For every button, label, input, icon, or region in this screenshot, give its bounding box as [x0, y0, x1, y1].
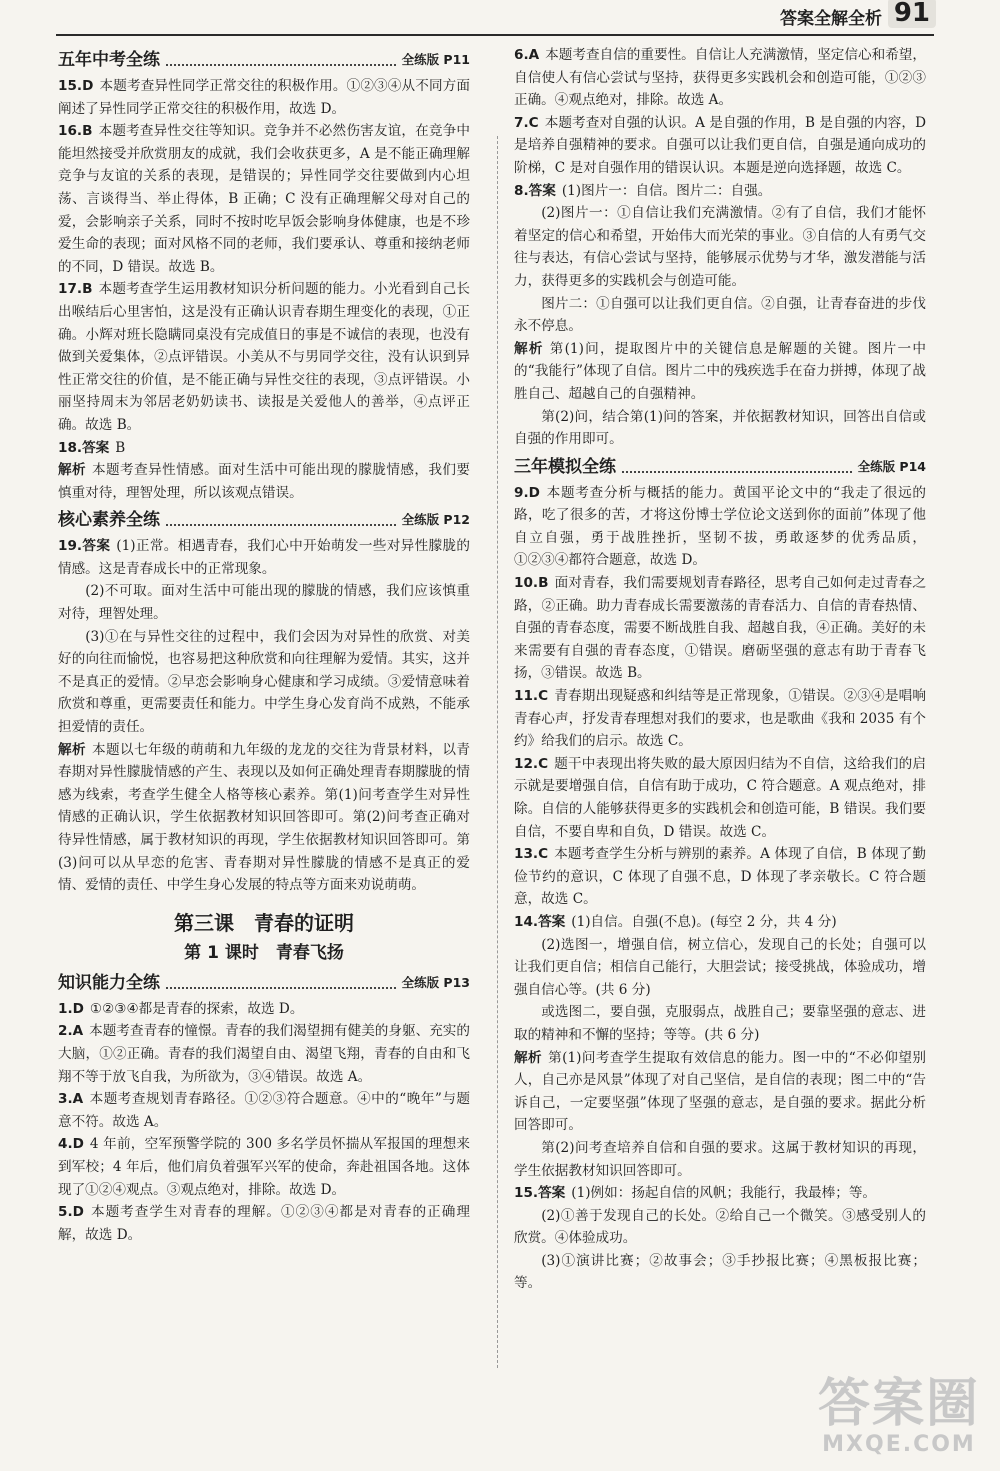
answer-item: [514, 911, 926, 934]
analysis-label: 解析: [514, 340, 544, 357]
answer-item: [514, 685, 926, 753]
item-number: 5.D: [58, 1204, 84, 1221]
analysis-text: 第(1)问，提取图片中的关键信息是解题的关键。图片一中的“我能行”体现了自信。图片二中的残疾选手在奋力拼搏，体现了战胜自己、超越自己的自强精神。: [514, 340, 926, 402]
item-number: 7.C: [514, 114, 539, 131]
header-rule: [56, 34, 934, 36]
answer-paragraph: 图片二：①自强可以让我们更自信。②自强，让青春奋进的步伐永不停息。: [514, 295, 926, 335]
item-text: 本题考查规划青春路径。①②③符合题意。④中的“晚年”与题意不符。故选 A。: [58, 1091, 470, 1130]
page-header: [0, 0, 1000, 38]
item-text: 面对青春，我们需要规划青春路径，思考自己如何走过青春之路，②正确。助力青春成长需要激荡的青春活力、自信的青春热情、自强的青春态度，需要不断战胜自我、超越自我，④正确。美好的未来需要有自强的青春态度，①错误。磨砺坚强的意志有助于青春飞扬，③错误。故选 B。: [514, 575, 926, 682]
item-text: 本题考查异性同学正常交往的积极作用。①②③④从不同方面阐述了异性同学正常交往的积极作用，故选 D。: [58, 78, 470, 117]
answer-item: [58, 535, 470, 580]
analysis-text: 本题以七年级的萌萌和九年级的龙龙的交往为背景材料，以青春期对异性朦胧情感的产生、表现以及如何正确处理青春期朦胧的情感为线索，考查学生健全人格等核心素养。第(1)问考查学生对异性情感的正确认识，学生依据教材知识回答即可。第(2)问考查正确对待异性情感，属于教材知识的再现，学生依据教材知识回答即可。第(3)问可以从早恋的危害、青春期对异性朦胧的情感不是真正的爱情、爱情的责任、中学生身心发展的特点等方面来劝说萌萌。: [58, 741, 471, 894]
answer-paragraph: (2)不可取。面对生活中可能出现的朦胧的情感，我们应该慎重对待，理智处理。: [58, 583, 470, 623]
site-watermark: [818, 1376, 980, 1457]
analysis-label: 解析: [58, 462, 87, 479]
analysis-item: [58, 459, 470, 504]
item-text: ①②③④都是青春的探索，故选 D。: [89, 1000, 304, 1017]
watermark-url: MXQE.COM: [822, 1432, 976, 1457]
answer-item: [58, 1201, 470, 1246]
analysis-paragraph: 第(2)问，结合第(1)问的答案，并依据教材知识，回答出自信或自强的作用即可。: [514, 408, 926, 448]
item-number: 9.D: [514, 484, 540, 501]
lesson-title: 第三课 青春的证明: [174, 910, 354, 935]
analysis-item: [58, 739, 470, 897]
item-text: 题干中表现出将失败的最大原因归结为不自信，这给我们的启示就是要增强自信，自信有助于成功，C 符合题意。A 观点绝对，排除。自信的人能够获得更多的实践机会和创造可能，B 错误。我们要自信，不要自卑和自负，D 错误。故选 C。: [514, 755, 926, 840]
item-text: 本题考查青春的憧憬。青春的我们渴望拥有健美的身躯、充实的大脑，①②正确。青春的我们渴望自由、渴望飞翔，青春的自由和飞翔不等于放飞自我，为所欲为，③④错误。故选 A。: [58, 1023, 470, 1085]
answer-paragraph: 或选图二，要自强，克服弱点，战胜自己；要靠坚强的意志、进取的精神和不懈的坚持；等等。(共 6 分): [514, 1004, 926, 1043]
left-column: [58, 44, 470, 1246]
item-number: 10.B: [514, 575, 549, 592]
header-title: 答案全解全析: [780, 9, 882, 29]
section-ref: 全练版 P13: [401, 974, 470, 990]
answer-item: [58, 1133, 470, 1201]
answer-paragraph: (2)选图一，增强自信，树立信心，发现自己的长处；自强可以让我们更自信；相信自己能行，大胆尝试；接受挑战，体验成功，增强自信心等。(共 6 分): [514, 936, 926, 998]
item-text: (1)图片一：自信。图片二：自强。: [561, 182, 772, 199]
item-text: 本题考查异性交往等知识。竞争并不必然伤害友谊，在竞争中能坦然接受并欣赏朋友的成就，我们会收获更多，A 是不能正确理解竞争与友谊的关系的表现，是错误的；异性同学交往要做到内心坦荡、言谈得当、举止得体，B 正确；C 没有正确理解父母对自己的爱，会影响亲子关系，同时不按时吃早饭会影响身体健康，也是不珍爱生命的表现；面对风格不同的老师，我们要承认、尊重和接纳老师的不同，D 错误。故选 B。: [58, 123, 470, 275]
item-number: 17.B: [58, 281, 93, 298]
answer-paragraph: (2)①善于发现自己的长处。②给自己一个微笑。③感受别人的欣赏。④体验成功。: [514, 1207, 926, 1247]
watermark-logo-text: 答案圈: [817, 1374, 980, 1434]
answer-item: [514, 482, 926, 572]
answer-item: [58, 998, 470, 1021]
section-header: [58, 48, 470, 72]
answer-item: [58, 75, 470, 120]
item-number: 1.D: [58, 1000, 84, 1017]
answer-paragraph: (2)图片一：①自信让我们充满激情。②有了自信，我们才能怀着坚定的信心和希望，开始伟大而光荣的事业。③自信的人有勇气交往与表达，有信心尝试与坚持，能够展示优势与才华，激发潜能与活力，获得更多的实践机会与创造可能。: [514, 205, 926, 289]
answer-item: [514, 753, 926, 843]
answer-item: [514, 44, 926, 112]
answer-paragraph: (3)①演讲比赛；②故事会；③手抄报比赛；④黑板报比赛；等。: [514, 1252, 926, 1292]
analysis-item: [514, 338, 926, 406]
item-text: 4 年前，空军预警学院的 300 多名学员怀揣从军报国的理想来到军校；4 年后，他们肩负着强军兴军的使命，奔赴祖国各地。这体现了①②④观点。③观点绝对，排除。故选 D。: [58, 1136, 470, 1198]
answer-item: [58, 1020, 470, 1088]
section-title: 核心素养全练: [58, 510, 160, 531]
section-ref: 全练版 P12: [401, 512, 470, 528]
section-header: [58, 971, 470, 995]
item-text: (1)正常。相遇青春，我们心中开始萌发一些对异性朦胧的情感。这是青春成长中的正常现象。: [58, 538, 470, 577]
section-title: 三年模拟全练: [514, 456, 616, 477]
dotted-leader: [166, 524, 396, 526]
item-text: (1)例如：扬起自信的风帆；我能行，我最棒；等。: [571, 1185, 877, 1202]
section-ref: 全练版 P14: [857, 458, 926, 474]
dotted-leader: [166, 64, 396, 66]
analysis-label: 解析: [514, 1049, 543, 1066]
dotted-leader: [166, 987, 396, 989]
section-ref: 全练版 P11: [401, 52, 470, 67]
right-column: [514, 44, 926, 1295]
section-title: 五年中考全练: [58, 50, 160, 70]
item-text: 本题考查学生分析与辨别的素养。A 体现了自信，B 体现了勤俭节约的意识，C 体现了自强不息，D 体现了孝亲敬长。C 符合题意，故选 C。: [514, 846, 926, 908]
answer-item: [514, 843, 926, 911]
item-number: 13.C: [514, 846, 549, 863]
analysis-label: 解析: [58, 741, 87, 758]
item-number: 11.C: [514, 688, 549, 705]
item-number: 6.A: [514, 47, 540, 63]
lesson-subtitle: 第 1 课时 青春飞扬: [184, 942, 344, 963]
item-number: 16.B: [58, 123, 93, 140]
answer-paragraph: (3)①在与异性交往的过程中，我们会因为对异性的欣赏、对美好的向往而愉悦，也容易把这种欣赏和向往理解为爱情。其实，这并不是真正的爱情。②早恋会影响身心健康和学习成绩。③爱情意味着欣赏和尊重，更需要责任和能力。中学生身心发育尚不成熟，不能承担爱情的责任。: [58, 628, 470, 736]
page-number: 91: [888, 0, 936, 28]
item-text: 青春期出现疑惑和纠结等是正常现象，①错误。②③④是唱响青春心声，抒发青春理想对我们的要求，也是歌曲《我和 2035 有个约》给我们的启示。故选 C。: [514, 688, 926, 750]
item-number: 15.答案: [514, 1185, 566, 1202]
item-text: (1)自信。自强(不息)。(每空 2 分，共 4 分): [571, 913, 837, 930]
answer-item: [514, 180, 926, 203]
answer-item: [514, 112, 926, 180]
item-text: 本题考查对自强的认识。A 是自强的作用，B 是自强的内容，D 是培养自强精神的要求。自强可以让我们更自信，自强是通向成功的阶梯，C 是对自强作用的错误认识。本题是逆向选择题，故选 C。: [514, 114, 926, 176]
dotted-leader: [622, 471, 852, 473]
item-number: 12.C: [514, 755, 549, 772]
answer-item: [58, 1088, 470, 1133]
item-number: 2.A: [58, 1023, 84, 1040]
item-number: 19.答案: [58, 538, 111, 555]
item-number: 14.答案: [514, 913, 566, 930]
analysis-item: [514, 1047, 926, 1137]
item-number: 18.答案: [58, 439, 110, 456]
answer-item: [514, 572, 926, 685]
section-header: [514, 455, 926, 479]
item-number: 4.D: [58, 1136, 84, 1153]
section-header: [58, 508, 470, 532]
answer-item: [58, 278, 470, 436]
analysis-paragraph: 第(2)问考查培养自信和自强的要求。这属于教材知识的再现，学生依据教材知识回答即可。: [514, 1139, 926, 1179]
item-number: 3.A: [58, 1091, 84, 1108]
item-text: 本题考查自信的重要性。自信让人充满激情，坚定信心和希望，自信使人有信心尝试与坚持，获得更多实践机会和创造可能，①②③正确。④观点绝对，排除。故选 A。: [514, 47, 926, 109]
column-divider: [497, 136, 498, 1368]
analysis-text: 本题考查异性情感。面对生活中可能出现的朦胧情感，我们要慎重对待，理智处理，所以该观点错误。: [58, 462, 471, 501]
item-number: 15.D: [58, 78, 94, 94]
item-text: 本题考查学生对青春的理解。①②③④都是对青春的正确理解，故选 D。: [58, 1204, 470, 1243]
answer-item: [58, 437, 470, 460]
item-number: 8.答案: [514, 182, 556, 199]
analysis-text: 第(1)问考查学生提取有效信息的能力。图一中的“不必仰望别人，自己亦是风景”体现了对自己坚信，是自信的表现；图二中的“告诉自己，一定要坚强”体现了坚强的意志，是自强的要求。据此分析回答即可。: [514, 1049, 926, 1134]
item-text: 本题考查分析与概括的能力。黄国平论文中的“我走了很远的路，吃了很多的苦，才将这份博士学位论文送到你的面前”体现了他自立自强，勇于战胜挫折，坚韧不拔，勇敢逐梦的优秀品质，①②③④都符合题意，故选 D。: [514, 484, 926, 569]
answer-item: [58, 120, 470, 278]
section-title: 知识能力全练: [58, 972, 160, 993]
item-text: 本题考查学生运用教材知识分析问题的能力。小光看到自己长出喉结后心里害怕，这是没有正确认识青春期生理变化的表现，①正确。小辉对班长隐瞒同桌没有完成值日的事是不诚信的表现，也没有做到关爱集体，②点评错误。小美从不与男同学交往，没有认识到异性正常交往的价值，是不能正确与异性交往的表现，③点评错误。小丽坚持周末为邻居老奶奶读书、读报是关爱他人的善举，④点评正确。故选 B。: [58, 281, 470, 433]
item-answer: B: [115, 439, 126, 456]
answer-item: [514, 1182, 926, 1205]
